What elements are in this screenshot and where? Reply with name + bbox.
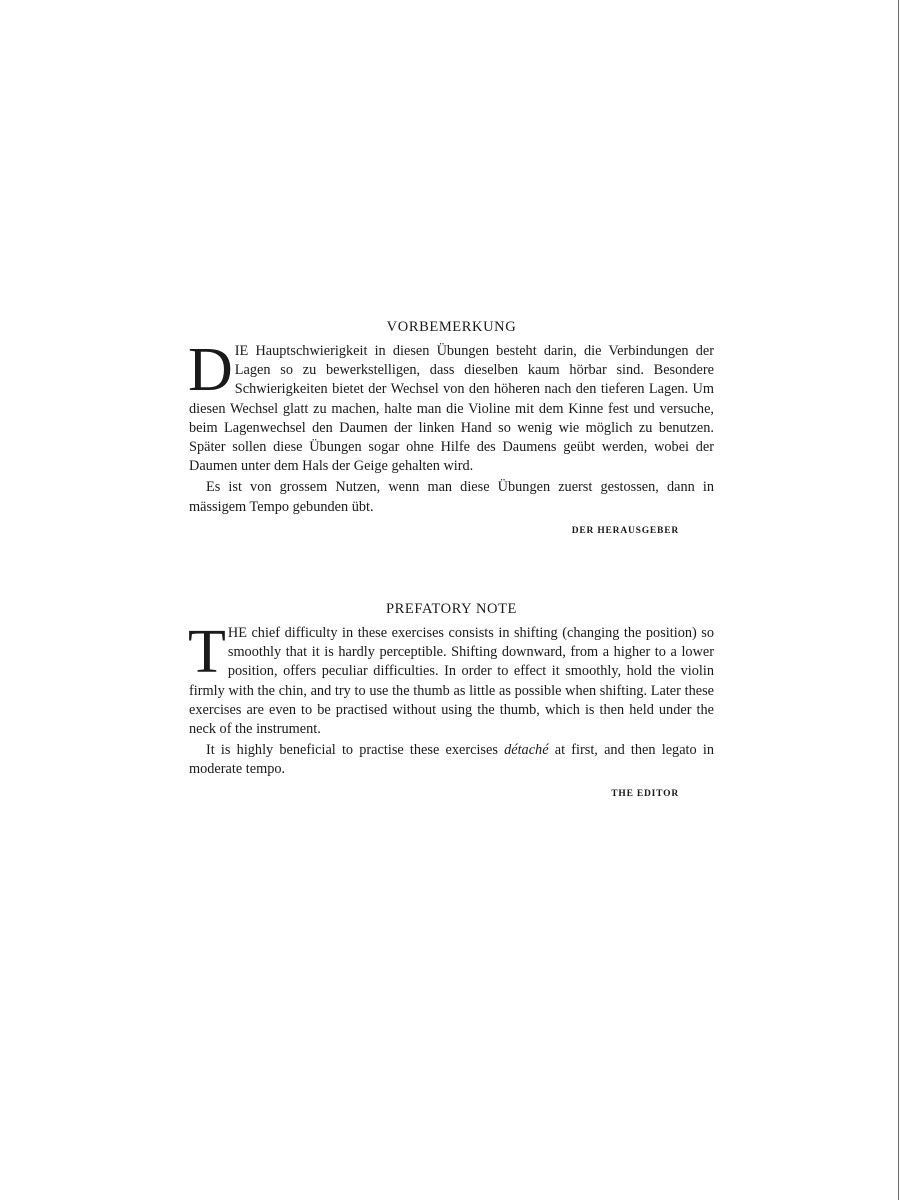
german-dropcap: D [188, 336, 233, 404]
english-signature: THE EDITOR [611, 788, 679, 799]
english-preface-section [189, 601, 714, 799]
english-paragraph-1-text: HE chief difficulty in these exercises consists in shifting (changing the position) so smoothly that it is hardly perceptible. Shifting downward, from a higher to a lower position, offers peculiar difficulties. In order to effect it smoothly, hold the violin firmly with the chin, and try to use the thumb as little as possible when shifting. Later these exercises are even to be practised without using the thumb, which is then held under the neck of the instrument. [189, 625, 714, 738]
german-paragraph-1-text: IE Hauptschwierigkeit in diesen Übungen besteht darin, die Verbindungen der Lagen so zu bewerkstelligen, dass dieselben kaum hörbar sind. Besondere Schwierigkeiten bietet der Wechsel von den höheren nach den tieferen Lagen. Um diesen Wechsel glatt zu machen, halte man die Violine mit dem Kinne fest und versuche, beim Lagenwechsel den Daumen der linken Hand so wenig wie möglich zu benutzen. Später sollen diese Übungen sogar ohne Hilfe des Daumens geübt werden, wobei der Daumen unter dem Hals der Geige gehalten wird. [189, 343, 714, 475]
page-edge-line [898, 0, 899, 1200]
german-paragraph-2: Es ist von grossem Nutzen, wenn man diese Übungen zuerst gestossen, dann in mässigem Tempo gebunden übt. [189, 479, 714, 515]
german-preface-section [189, 319, 714, 536]
german-signature: DER HERAUSGEBER [571, 525, 679, 536]
german-paragraph-1 [188, 336, 714, 476]
english-paragraph-1 [188, 618, 714, 739]
english-paragraph-2 [189, 741, 714, 779]
english-dropcap: T [188, 618, 226, 686]
german-heading: VORBEMERKUNG [386, 319, 517, 335]
english-paragraph-2-text-b: at first, and then legato in moderate tempo. [189, 742, 714, 778]
english-paragraph-2-italic: détaché [504, 742, 549, 759]
english-paragraph-2-text-a: It is highly beneficial to practise these exercises [206, 742, 505, 759]
english-heading: PREFATORY NOTE [386, 601, 517, 617]
